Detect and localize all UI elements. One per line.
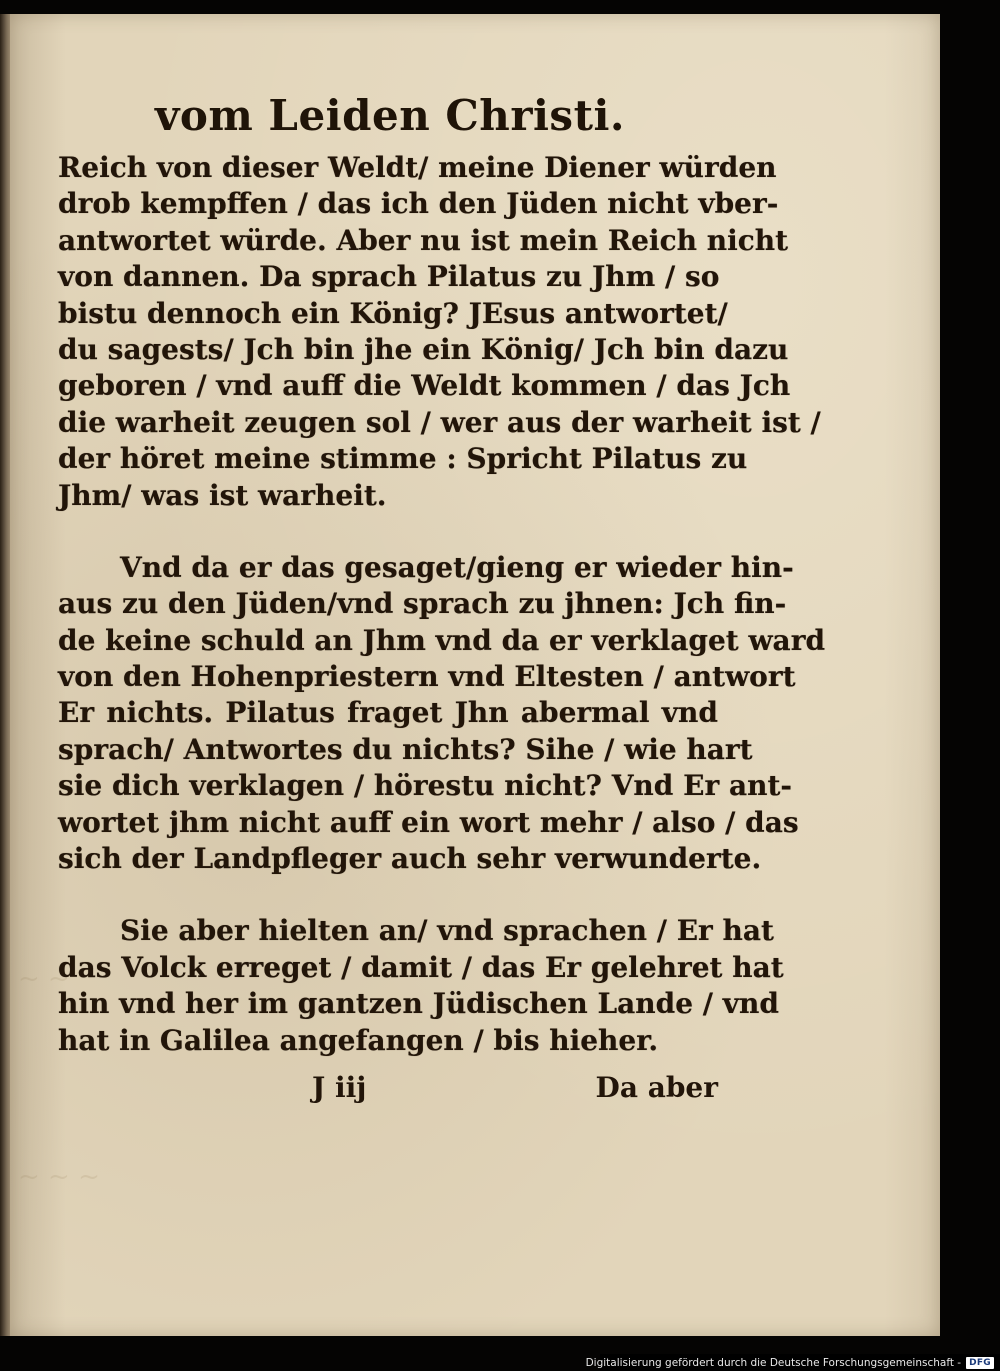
show-through-mark: ~ ~ ~ [18,1162,100,1192]
text-line: Reich von dieser Weldt/ meine Diener würden [58,151,777,184]
text-line: Sie aber hielten an/ vnd sprachen / Er hat [120,914,774,948]
signature-mark: J iij [312,1070,367,1104]
text-line: der höret meine stimme : Spricht Pilatus zu [58,442,748,476]
text-line: die warheit zeugen sol / wer aus der warheit ist / [58,405,821,439]
credit-text: Digitalisierung gefördert durch die Deutsche Forschungsgemeinschaft - [585,1356,962,1369]
text-line: wortet jhm nicht auff ein wort mehr / also / das [58,805,799,839]
text-block [58,150,826,1059]
text-line: bistu dennoch ein König? JEsus antwortet/ [58,296,728,330]
digitization-credit [585,1354,1000,1371]
paragraph-1 [58,150,821,514]
text-line: hin vnd her im gantzen Jüdischen Lande / vnd [58,987,779,1021]
paragraph-gap [58,514,718,550]
text-line: Vnd da er das gesaget/gieng er wieder hin- [120,550,794,584]
text-line: sprach/ Antwortes du nichts? Sihe / wie hart [58,732,753,766]
text-line: de keine schuld an Jhm vnd da er verklaget ward [58,623,826,657]
text-line: sich der Landpfleger auch sehr verwunderte. [58,842,762,876]
page-footer [58,1063,718,1123]
text-line: von dannen. Da sprach Pilatus zu Jhm / so [58,260,720,294]
page-content [58,88,826,1123]
paragraph-2 [58,550,826,878]
book-page [10,14,940,1336]
text-line: drob kempffen / das ich den Jüden nicht vber- [58,187,779,221]
paragraph-gap [58,877,718,913]
dfg-logo: DFG [966,1357,994,1369]
text-line: Er nichts. Pilatus fraget Jhn abermal vnd [58,696,718,730]
text-line: du sagests/ Jch bin jhe ein König/ Jch bin dazu [58,332,789,366]
text-line: hat in Galilea angefangen / bis hieher. [58,1023,659,1057]
running-head: vom Leiden Christi. [154,91,626,140]
show-through-mark: ~ ~ [18,964,70,994]
text-line: von den Hohenpriestern vnd Eltesten / antwort [58,660,796,694]
text-line: das Volck erreget / damit / das Er gelehret hat [58,950,784,984]
text-line: aus zu den Jüden/vnd sprach zu jhnen: Jch fin- [58,587,787,621]
paragraph-3 [58,913,784,1059]
text-line: antwortet würde. Aber nu ist mein Reich nicht [58,223,789,257]
text-line: sie dich verklagen / hörestu nicht? Vnd Er ant- [58,769,793,803]
text-line: geboren / vnd auff die Weldt kommen / das Jch [58,369,791,403]
text-line: Jhm/ was ist warheit. [58,478,387,512]
catchword: Da aber [595,1070,718,1104]
